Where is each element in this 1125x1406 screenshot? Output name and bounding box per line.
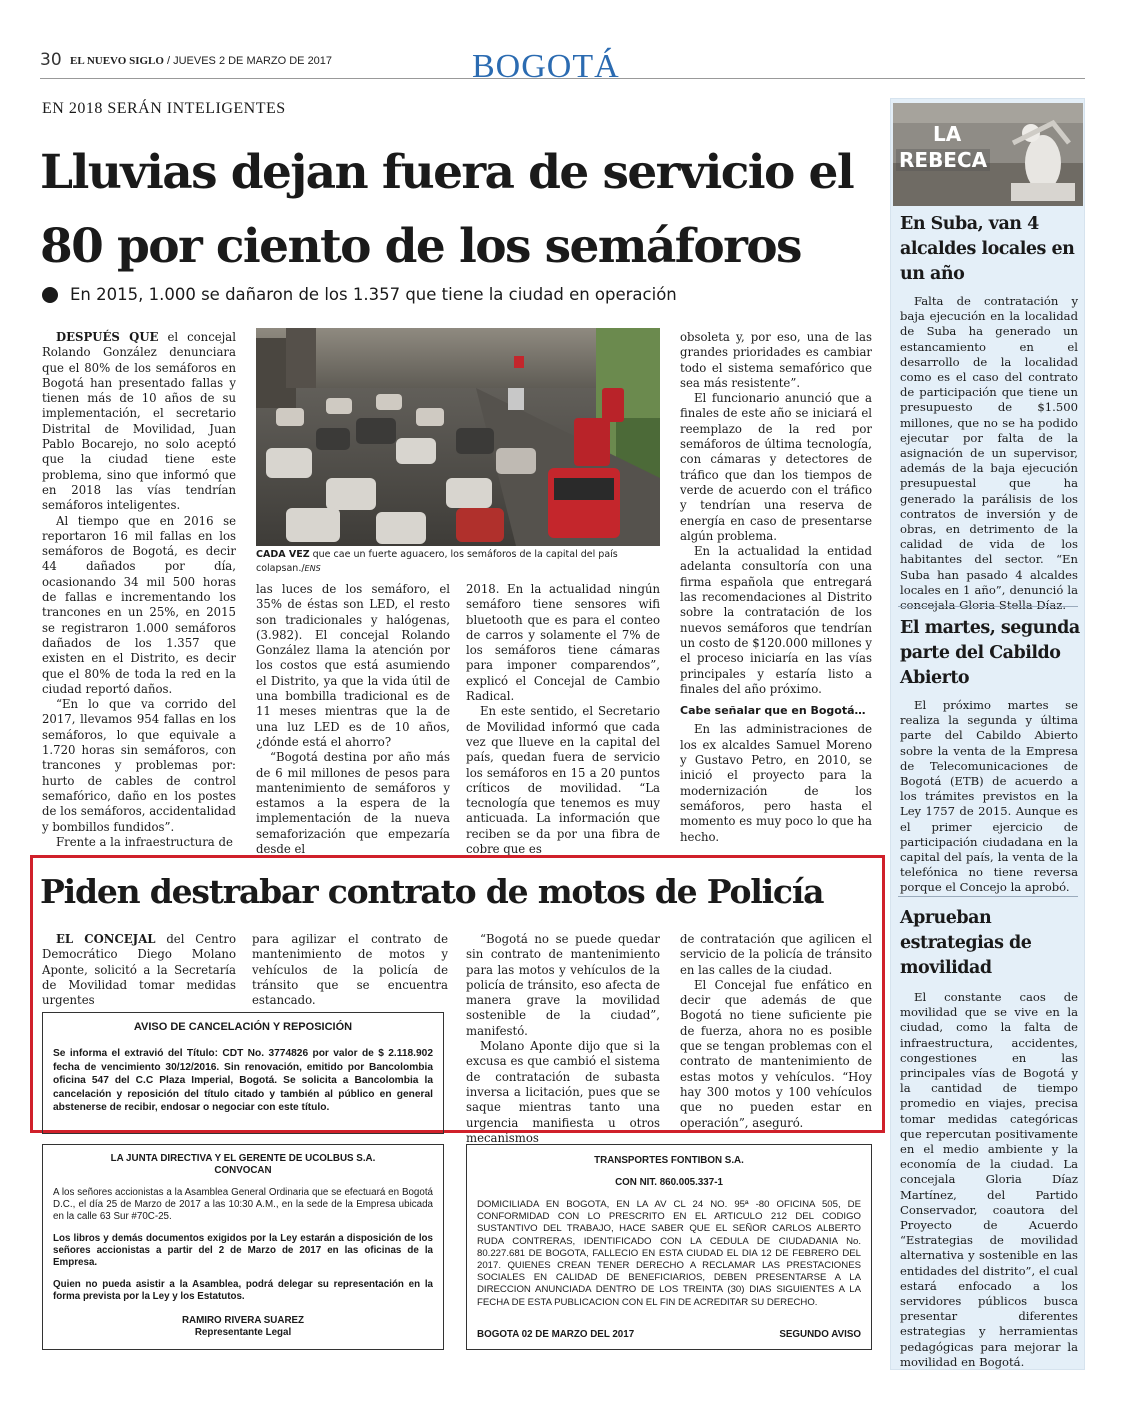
cancellation-notice-ad	[42, 1012, 444, 1134]
ad-paragraph: Quien no pueda asistir a la Asamblea, podrá delegar su representación en la forma prevista por la Ley y los Estatutos.	[53, 1279, 433, 1302]
paragraph: “Bogotá destina por año más de 6 mil millones de pesos para mantenimiento de semáforos y estamos a la espera de la implementación de la nueva semaforización que empezaría desde el	[256, 750, 450, 857]
police-column-1	[42, 932, 236, 1008]
story-column-2	[256, 582, 450, 857]
signatory-name: RAMIRO RIVERA SUAREZ	[181, 1315, 305, 1326]
story-column-3	[466, 582, 660, 857]
sidebar-story-3	[900, 990, 1078, 1369]
headline-line-2: 80 por ciento de los semáforos	[40, 219, 801, 274]
traffic-photo	[256, 328, 660, 546]
police-story-headline: Piden destrabar contrato de motos de Policía	[40, 872, 824, 911]
police-column-3	[466, 932, 660, 1145]
paragraph: de contratación que agilicen el servicio de la policía de tránsito en las calles de la ciudad.	[680, 932, 872, 977]
bullet-icon	[42, 287, 58, 303]
signatory-role: Representante Legal	[194, 1327, 292, 1338]
paragraph: En la actualidad la entidad adelanta consultoría con una firma española que entregará las recomendaciones al Distrito sobre la contratación de los nuevos semáforos que tendrían un costo de $120.000 millones y el proceso iniciaría en las vías principales y estaría listo a finales del año próximo.	[680, 544, 872, 696]
story-kicker: EN 2018 SERÁN INTELIGENTES	[42, 100, 286, 117]
publication-dateline	[70, 55, 332, 67]
main-headline	[40, 132, 880, 288]
sidebar-headline-1: En Suba, van 4 alcaldes locales en un año	[900, 214, 1075, 284]
paragraph: En las administraciones de los ex alcaldes Samuel Moreno y Gustavo Petro, en 2010, se inició el proyecto para la modernización de los semáforos, pero hasta el momento es muy poco lo que ha hecho.	[680, 722, 872, 844]
paragraph: “Bogotá no se puede quedar sin contrato de mantenimiento para las motos y vehículos de la policía de tránsito, eso afecta de manera grave la movilidad sostenible de la ciudad”, manifestó.	[466, 932, 660, 1038]
ad-notice-label: SEGUNDO AVISO	[779, 1329, 861, 1340]
paragraph: las luces de los semáforo, el 35% de éstas son LED, el resto son tradicionales y halógenas, (3.982). El concejal Rolando González llama la atención por los costos que está asumiendo el Distrito, ya que la vida útil de una bombilla tradicional es de 11 meses mientras que la de una luz LED es de 10 años, ¿dónde está el ahorro?	[256, 582, 450, 749]
sidebar-story-2	[900, 698, 1078, 895]
paragraph: 2018. En la actualidad ningún semáforo tiene sensores wifi bluetooth que es para el conteo de carros y solamente el 7% de los semáforos tiene cámaras para imponer comparendos”, explicó el Concejal de Cambio Radical.	[466, 582, 660, 704]
la-rebeca-image	[893, 103, 1083, 206]
sidebar-divider	[898, 606, 1078, 607]
ad-nit: CON NIT. 860.005.337-1	[615, 1177, 723, 1188]
ad-title: AVISO DE CANCELACIÓN Y REPOSICIÓN	[133, 1021, 353, 1033]
headline-line-1: Lluvias dejan fuera de servicio el	[40, 145, 854, 200]
paragraph: El próximo martes se realiza la segunda y última parte del Cabildo Abierto sobre la venta de la Empresa de Telecomunicaciones de Bogotá (ETB) de acuerdo a los trámites previstos en la Ley 1757 de 2015. Aunque es el primer ejercicio de participación ciudadana en la capital del país, la venta de la telefónica no tiene reversa porque el Concejo la aprobó.	[900, 698, 1078, 895]
lead-in: DESPUÉS QUE	[56, 330, 159, 344]
sidebar-headline-2: El martes, segunda parte del Cabildo Abierto	[900, 618, 1080, 688]
traffic-photo-illustration	[256, 328, 660, 546]
section-title: BOGOTÁ	[472, 48, 620, 85]
lead-in: EL CONCEJAL	[56, 932, 156, 946]
image-label	[933, 123, 961, 145]
story-column-4	[680, 330, 872, 844]
sidebar-divider	[898, 896, 1078, 897]
publication-name: EL NUEVO SIGLO	[70, 55, 164, 67]
subheadline-text: En 2015, 1.000 se dañaron de los 1.357 que tiene la ciudad en operación	[70, 285, 677, 304]
ad-subtitle: CONVOCAN	[214, 1165, 272, 1176]
paragraph: En este sentido, el Secretario de Movilidad informó que cada vez que llueve en la capital del país, quedan fuera de servicio los semáforos en 15 a 20 puntos críticos de movilidad. “La tecnología que tenemos es muy anticuada. La información que reciben se da por una fibra de cobre que es	[466, 704, 660, 857]
ad-paragraph: Los libros y demás documentos exigidos por la Ley estarán a disposición de los señores accionistas a partir del 2 de Marzo de 2017 en las oficinas de la Empresa.	[53, 1233, 433, 1268]
sidebar-headline-3: Aprueban estrategias de movilidad	[900, 908, 1032, 978]
page-number: 30	[40, 50, 62, 70]
sidebar-story-1	[900, 294, 1078, 613]
story-column-1	[42, 330, 236, 849]
label-line: REBECA	[899, 148, 988, 172]
paragraph: para agilizar el contrato de mantenimiento de motos y vehículos de la policía de tránsito que se encuentra estancado.	[252, 932, 448, 1008]
paragraph: del Centro Democrático Diego Molano Aponte, solicitó a la Secretaría de Movilidad tomar medidas urgentes	[42, 932, 236, 1008]
ucolbus-notice-ad	[42, 1144, 444, 1350]
paragraph: Frente a la infraestructura de	[56, 834, 233, 849]
ad-title: TRANSPORTES FONTIBON S.A.	[594, 1155, 744, 1166]
photo-caption	[256, 548, 660, 576]
paragraph: el concejal Rolando González denunciara que el 80% de los semáforos en Bogotá han presentado fallas y tienen más de 10 años de su implementación, el secretario Distrital de Movilidad, Juan Pablo Bocarejo, no solo aceptó que la ciudad tiene este problema, sino que informó que en 2018 las vías tendrían semáforos inteligentes.	[42, 330, 236, 513]
paragraph: obsoleta y, por eso, una de las grandes prioridades es cambiar todo el sistema semafórico que sea más resistente”.	[680, 330, 872, 390]
ad-paragraph: DOMICILIADA EN BOGOTA, EN LA AV CL 24 NO. 95ª -80 OFICINA 505, DE CONFORMIDAD CON LO PRESCRITO EN EL ARTICULO 212 DEL CODIGO SUSTANTIVO DEL TRABAJO, HACE SABER QUE EL SEÑOR CARLOS ALBERTO RUDA CONTRERAS, IDENTIFICADO CON LA CEDULA DE CIUDADANIA No. 80.227.681 DE BOGOTA, FALLECIO EN ESTA CIUDAD EL DIA 12 DE FEBRERO DEL 2017. QUIENES CREAN TENER DERECHO A RECLAMAR LAS PRESTACIONES SOCIALES EN CALIDAD DE BENEFICIARIOS, DEBEN PRESENTARSE A LA DIRECCION ANUNCIADA DENTRO DE LOS TREINTA (30) DIAS SIGUIENTES A LA FECHA DE ESTA PUBLICACION CON EL FIN DE ACREDITAR SU DERECHO.	[477, 1199, 861, 1308]
paragraph: El Concejal fue enfático en decir que además de que Bogotá no tiene suficiente pie de fuerza, ahora no es posible que se tengan problemas con el contrato de mantenimiento de estas motos y vehículos. “Hoy hay 300 motos y 100 vehículos que no pueden estar en operación”, aseguró.	[680, 977, 872, 1130]
caption-lead: CADA VEZ	[256, 549, 310, 560]
label-line: LA	[933, 122, 962, 146]
police-column-4	[680, 932, 872, 1128]
ad-title: LA JUNTA DIRECTIVA Y EL GERENTE DE UCOLBUS S.A.	[110, 1153, 376, 1164]
issue-date: / JUEVES 2 DE MARZO DE 2017	[166, 55, 333, 67]
paragraph: Falta de contratación y baja ejecución en la localidad de Suba ha generado un estancamiento en el desarrollo de la localidad como es el caso del contrato de participación que tiene un presupuesto de $1.500 millones, que no se ha podido ejecutar por falta de la asignación de un supervisor, además de la baja ejecución presupuestal que ha generado la parálisis de los contratos de inversión y de obras, en detrimento de la calidad de vida de los habitantes del sector. “En Suba han pasado 4 alcaldes locales en 1 año”, denunció la concejala Gloria Stella Díaz.	[900, 294, 1078, 613]
ad-paragraph: A los señores accionistas a la Asamblea General Ordinaria que se efectuará en Bogotá D.C., el día 25 de Marzo de 2017 a las 10:30 A.M., en la sede de la Empresa ubicada en la calle 63 Sur #70C-25.	[53, 1187, 433, 1222]
paragraph: “En lo que va corrido del 2017, llevamos 954 fallas en los semáforos, lo que equivale a 1.720 horas sin semáforos, con trancones y problemas por: hurto de cables de control semafórico, daño en los postes de los semáforos, accidentalidad y bombillos fundidos”.	[42, 697, 236, 834]
caption-text: que cae un fuerte aguacero, los semáforos de la capital del país colapsan./	[256, 549, 618, 574]
subheadline	[42, 285, 677, 304]
photo-credit: ENS	[304, 564, 321, 573]
inline-subhead: Cabe señalar que en Bogotá…	[680, 704, 866, 718]
paragraph: El constante caos de movilidad que se vive en la ciudad, como la falta de infraestructura, accidentes, congestiones en las principales vías de Bogotá y la cantidad de tiempo promedio en viajes, precisa tomar medidas categóricas que repercutan positivamente en el medio ambiente y la economía de la ciudad. La concejala Gloria Díaz Martínez, del Partido Conservador, coautora del Proyecto de Acuerdo “Estrategias de movilidad alternativa y sostenible en las entidades del distrito”, el cual estará enfocado a los servidores públicos busca presentar diferentes estrategias y herramientas pedagógicas para mejorar la movilidad en Bogotá.	[900, 990, 1078, 1369]
header-rule	[40, 78, 1085, 79]
ad-date: BOGOTA 02 DE MARZO DEL 2017	[477, 1329, 635, 1340]
paragraph: Al tiempo que en 2016 se reportaron 16 mil fallas en los semáforos de Bogotá, es decir 44 dañados por día, ocasionando 34 mil 500 horas de fallas e incrementando los trancones en un 25%, en 2015 se registraron 1.000 semáforos dañados de los 1.357 que existen en el Distrito, es decir que el 80% de toda la red en la ciudad reportó daños.	[42, 513, 236, 696]
image-label-2	[896, 149, 990, 171]
paragraph: El funcionario anunció que a finales de este año se iniciará el reemplazo de la red por semáforos de última tecnología, con cámaras y detectores de tráfico que dan los tiempos de verde de acuerdo con el tráfico y tendrían una reserva de energía en caso de presentarse algún problema.	[680, 391, 872, 543]
ad-text: Se informa el extravió del Título: CDT No. 3774826 por valor de $ 2.118.902 fecha de vencimiento 30/12/2016. Sin renovación, emitido por Bancolombia oficina 547 del C.C Plaza Imperial, Bogotá. Se solicita a Bancolombia la cancelación y reposición del título citado y también al público en general abstenerse de recibir, endosar o negociar con este título.	[53, 1048, 433, 1113]
paragraph: Molano Aponte dijo que si la excusa es que cambió el sistema de contratación de subasta inversa a licitación, pues que se saque mientras tanto una urgencia manifiesta u otros mecanismos	[466, 1039, 660, 1145]
fontibon-notice-ad	[466, 1144, 872, 1350]
police-column-2	[252, 932, 448, 1008]
